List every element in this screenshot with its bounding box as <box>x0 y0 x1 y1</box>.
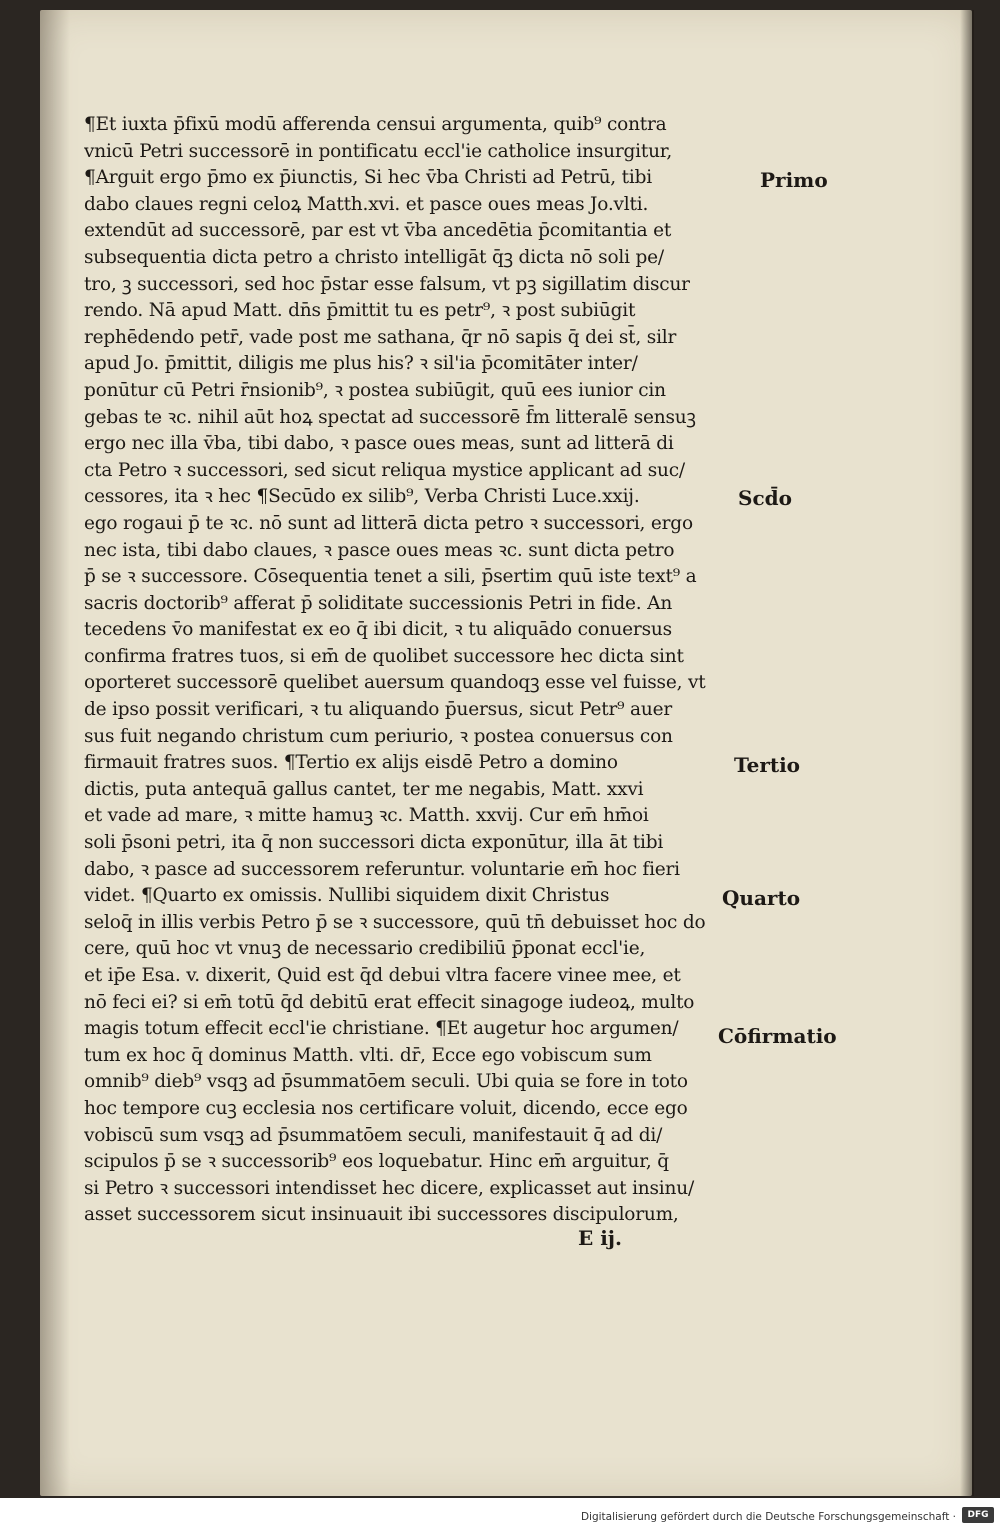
text-line: videt. ¶Quarto ex omissis. Nullibi siquidem dixit Christus <box>84 885 610 907</box>
main-text-block <box>84 112 724 1229</box>
text-line: dictis, puta antequā gallus cantet, ter me negabis, Matt. xxvi <box>84 778 644 800</box>
text-line: nō feci ei? si em̄ totū q̄d debitū erat effecit sinagoge iudeoꝝ, multo <box>84 991 695 1013</box>
gutter-shadow <box>40 10 70 1496</box>
text-line: ponūtur cū Petri r̄nsionib⁹, ꝛ postea subiūgit, quū ees iunior cin <box>84 379 666 401</box>
text-line: et ip̄e Esa. v. dixerit, Quid est q̄d debui vltra facere vinee mee, et <box>84 965 681 986</box>
text-line: subsequentia dicta petro a christo intelligāt q̄ꝫ dicta nō soli pe/ <box>84 246 664 268</box>
text-line: oporteret successorē quelibet auersum quandoqꝫ esse vel fuisse, vt <box>84 672 706 694</box>
text-line: rendo. Nā apud Matt. dn̄s p̄mittit tu es petr⁹, ꝛ post subiūgit <box>84 300 636 322</box>
text-line: extendūt ad successorē, par est vt v̄ba ancedētia p̄comitantia et <box>84 220 672 242</box>
text-line: apud Jo. p̄mittit, diligis me plus his? ꝛ sil'ia p̄comitāter inter/ <box>84 353 638 375</box>
text-line: ¶Arguit ergo p̄mo ex p̄iunctis, Si hec v̄ba Christi ad Petrū, tibi <box>84 167 652 189</box>
text-line: tum ex hoc q̄ dominus Matth. vlti. dr̄, Ecce ego vobiscum sum <box>84 1044 652 1066</box>
text-line: dabo claues regni celoꝝ Matth.xvi. et pasce oues meas Jo.vlti. <box>84 193 649 215</box>
margin-note-secundo: Scd̄o <box>738 486 792 510</box>
text-line: seloq̄ in illis verbis Petro p̄ se ꝛ successore, quū tn̄ debuisset hoc do <box>84 911 706 933</box>
text-line: vobiscū sum vsqꝫ ad p̄summatōem seculi, manifestauit q̄ ad di/ <box>84 1124 663 1146</box>
text-line: tro, ꝫ successori, sed hoc p̄star esse falsum, vt pꝫ sigillatim discur <box>84 273 690 295</box>
text-line: p̄ se ꝛ successore. Cōsequentia tenet a sili, p̄sertim quū iste text⁹ a <box>84 566 697 588</box>
text-line: de ipso possit verificari, ꝛ tu aliquando p̄uersus, sicut Petr⁹ auer <box>84 699 672 721</box>
text-line: scipulos p̄ se ꝛ successorib⁹ eos loquebatur. Hinc em̄ arguitur, q̄ <box>84 1151 669 1173</box>
margin-note-tertio: Tertio <box>734 753 801 777</box>
text-line: dabo, ꝛ pasce ad successorem referuntur. voluntarie em̄ hoc fieri <box>84 858 680 880</box>
text-line: sus fuit negando christum cum periurio, ꝛ postea conuersus con <box>84 725 673 747</box>
margin-note-primo: Primo <box>760 168 828 192</box>
page-edge <box>960 10 974 1496</box>
text-line: si Petro ꝛ successori intendisset hec dicere, explicasset aut insinu/ <box>84 1177 694 1199</box>
text-line: sacris doctorib⁹ afferat p̄ soliditate successionis Petri in fide. An <box>84 592 673 614</box>
text-line: asset successorem sicut insinuauit ibi successores discipulorum, <box>84 1204 679 1226</box>
text-line: ergo nec illa v̄ba, tibi dabo, ꝛ pasce oues meas, sunt ad litterā di <box>84 433 674 455</box>
text-line: ego rogaui p̄ te ꝛc. nō sunt ad litterā dicta petro ꝛ successori, ergo <box>84 512 693 534</box>
text-line: soli p̄soni petri, ita q̄ non successori dicta exponūtur, illa āt tibi <box>84 832 664 854</box>
text-line: et vade ad mare, ꝛ mitte hamuꝫ ꝛc. Matth. xxvij. Cur em̄ hm̄oi <box>84 805 649 827</box>
text-line: tecedens v̄o manifestat ex eo q̄ ibi dicit, ꝛ tu aliquādo conuersus <box>84 619 672 641</box>
funding-credit: Digitalisierung gefördert durch die Deutsche Forschungsgemeinschaft · <box>580 1511 956 1523</box>
dfg-logo: DFG <box>962 1507 994 1523</box>
text-line: magis totum effecit eccl'ie christiane. ¶Et augetur hoc argumen/ <box>84 1018 679 1040</box>
text-line: cessores, ita ꝛ hec ¶Secūdo ex silib⁹, Verba Christi Luce.xxij. <box>84 486 640 508</box>
text-line: cere, quū hoc vt vnuꝫ de necessario credibiliū p̄ponat eccl'ie, <box>84 938 646 960</box>
text-line: gebas te ꝛc. nihil aūt hoꝝ spectat ad successorē f̄m litteralē sensuꝫ <box>84 406 696 428</box>
text-line: firmauit fratres suos. ¶Tertio ex alijs eisdē Petro a domino <box>84 752 618 774</box>
text-line: vnicū Petri successorē in pontificatu eccl'ie catholice insurgitur, <box>84 140 673 162</box>
text-line: confirma fratres tuos, si em̄ de quolibet successore hec dicta sint <box>84 645 684 667</box>
text-line: rephēdendo petr̄, vade post me sathana, q̄r nō sapis q̄ dei st̄, silr <box>84 326 677 348</box>
text-line: ¶Et iuxta p̄fixū modū afferenda censui argumenta, quib⁹ contra <box>84 114 667 135</box>
text-line: nec ista, tibi dabo claues, ꝛ pasce oues meas ꝛc. sunt dicta petro <box>84 539 675 561</box>
text-line: cta Petro ꝛ successori, sed sicut reliqua mystice applicant ad suc/ <box>84 459 685 481</box>
signature-mark: E ij. <box>578 1226 623 1250</box>
margin-note-confirmatio: Cōfirmatio <box>718 1024 837 1048</box>
margin-note-quarto: Quarto <box>722 886 801 910</box>
text-line: hoc tempore cuꝫ ecclesia nos certificare voluit, dicendo, ecce ego <box>84 1097 688 1119</box>
text-line: omnib⁹ dieb⁹ vsqꝫ ad p̄summatōem seculi. Ubi quia se fore in toto <box>84 1071 688 1093</box>
